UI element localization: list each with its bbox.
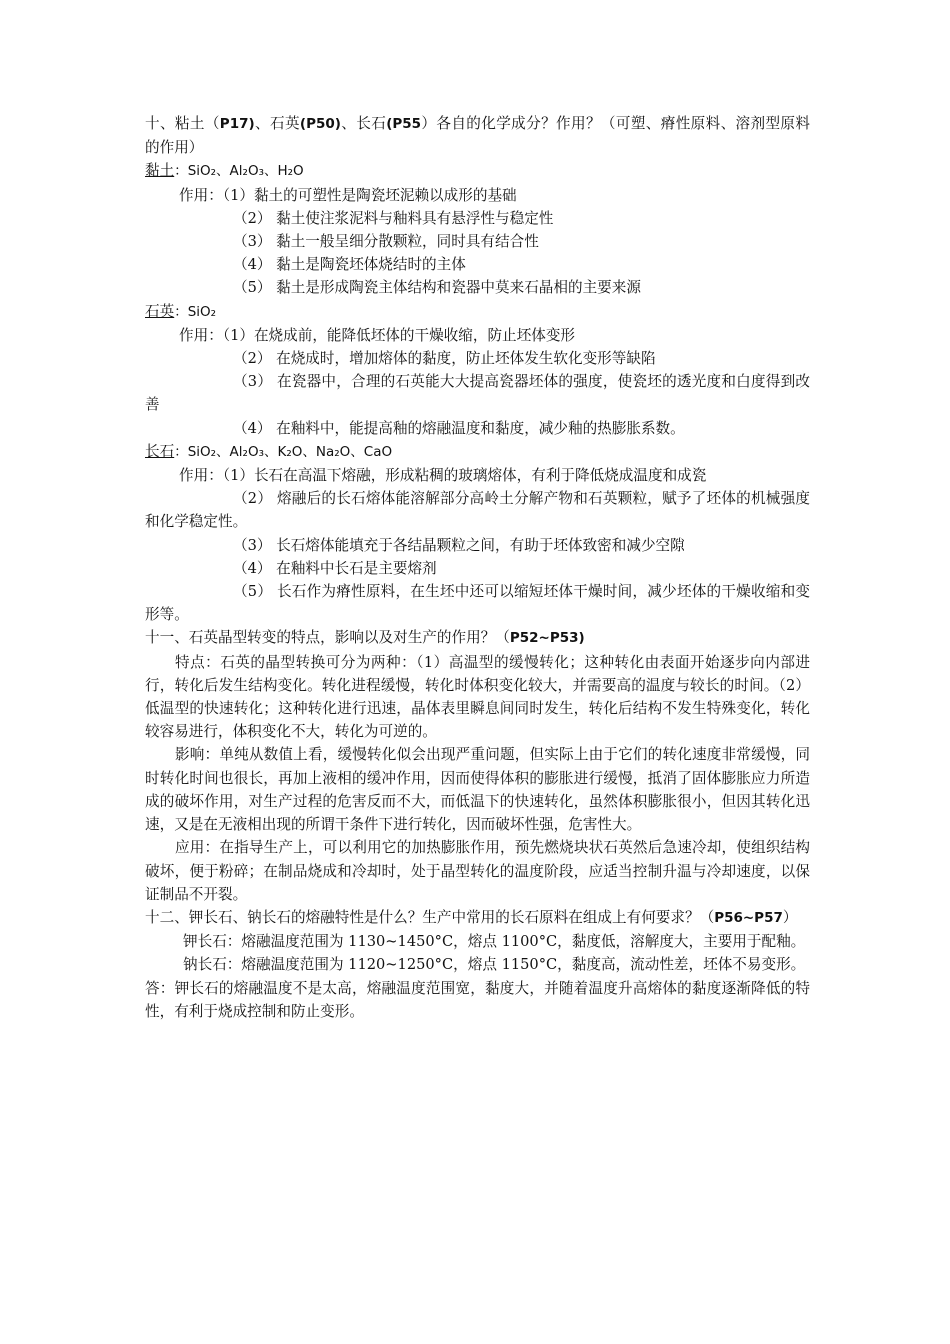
quartz-item: （3） 在瓷器中，合理的石英能大大提高瓷器坯体的强度，使瓷坯的透光度和白度得到改善 — [145, 373, 810, 414]
clay-heading — [145, 159, 810, 183]
q11-heading — [145, 626, 810, 650]
quartz-label: 石英 — [145, 302, 175, 320]
quartz-formula: ：SiO₂ — [174, 303, 217, 320]
feldspar-item: （2） 熔融后的长石熔体能溶解部分高岭土分解产物和石英颗粒，赋予了坯体的机械强度和化学稳定性。 — [145, 490, 810, 531]
q12-page-ref: P56~P57 — [714, 909, 783, 926]
quartz-item: 作用：（1）在烧成前，能降低坯体的干燥收缩，防止坯体变形 — [179, 326, 576, 344]
q10-title-part: 、长石 — [340, 115, 387, 132]
q12-paren: ） — [782, 908, 798, 926]
clay-item: （2） 黏土使注浆泥料与釉料具有悬浮性与稳定性 — [233, 209, 554, 227]
quartz-item: （4） 在釉料中，能提高釉的熔融温度和黏度，减少釉的热膨胀系数。 — [233, 419, 685, 437]
q10-page-ref: (P55 — [386, 116, 422, 132]
q10-page-ref: (P50) — [299, 116, 341, 132]
q11-application-paragraph: 应用：在指导生产上，可以利用它的加热膨胀作用，预先燃烧块状石英然后急速冷却，使组织结构破坏，便于粉碎；在制品烧成和冷却时，处于晶型转化的温度阶段，应适当控制升温与冷却速度，以保证制品不开裂。 — [145, 839, 810, 903]
quartz-item: （2） 在烧成时，增加熔体的黏度，防止坯体发生软化变形等缺陷 — [233, 350, 656, 368]
feldspar-heading — [145, 440, 810, 464]
feldspar-item: 作用：（1）长石在高温下熔融，形成粘稠的玻璃熔体，有利于降低烧成温度和成瓷 — [179, 467, 707, 485]
clay-item: （5） 黏土是形成陶瓷主体结构和瓷器中莫来石晶相的主要来源 — [233, 279, 641, 297]
feldspar-item: （4） 在釉料中长石是主要熔剂 — [233, 559, 437, 577]
q10-title-part: 十、粘土（ — [145, 115, 220, 132]
document-body — [145, 112, 810, 1023]
q12-paren: （ — [699, 908, 715, 926]
q11-feature-paragraph: 特点：石英的晶型转换可分为两种：（1）高温型的缓慢转化；这种转化由表面开始逐步向内部进行，转化后发生结构变化。转化进程缓慢，转化时体积变化较大，并需要高的温度与较长的时间。（2）低温型的快速转化；这种转化进行迅速，晶体表里瞬息间同时发生，转化后结构不发生特殊变化，转化较容易进行，体积变化不大，转化为可逆的。 — [145, 653, 810, 741]
q12-title: 十二、钾长石、钠长石的熔融特性是什么？生产中常用的长石原料在组成上有何要求？ — [145, 908, 700, 926]
q10-title-part: ）各自的化学成分？作用？（可塑、瘠性原料、溶剂型原料的作用） — [145, 115, 810, 157]
q11-effect-paragraph: 影响：单纯从数值上看，缓慢转化似会出现严重问题，但实际上由于它们的转化速度非常缓慢，同时转化时间也很长，再加上液相的缓冲作用，因而使得体积的膨胀进行缓慢，抵消了固体膨胀应力所造成的破坏作用，对生产过程的危害反而不大，而低温下的快速转化，虽然体积膨胀很小，但因其转化迅速，又是在无液相出现的所谓干条件下进行转化，因而破坏性强，危害性大。 — [145, 746, 810, 834]
q10-heading — [145, 112, 810, 159]
clay-label: 黏土 — [145, 162, 175, 180]
q10-title-part: 、石英 — [254, 115, 300, 132]
k-feldspar-paragraph: 钾长石：熔融温度范围为 1130~1450°C，熔点 1100°C，黏度低，溶解度大，主要用于配釉。 — [183, 933, 806, 951]
q11-title: 十一、石英晶型转变的特点，影响以及对生产的作用？（ — [145, 629, 510, 647]
q11-page-ref: P52~P53) — [509, 630, 585, 647]
clay-item: 作用：（1）黏土的可塑性是陶瓷坯泥赖以成形的基础 — [179, 186, 517, 204]
feldspar-item: （3） 长石熔体能填充于各结晶颗粒之间，有助于坯体致密和减少空隙 — [233, 536, 685, 554]
feldspar-formula: ：SiO₂、Al₂O₃、K₂O、Na₂O、CaO — [174, 443, 393, 460]
clay-item: （3） 黏土一般呈细分散颗粒，同时具有结合性 — [233, 233, 539, 251]
feldspar-label: 长石 — [145, 442, 175, 460]
feldspar-item: （5） 长石作为瘠性原料，在生坯中还可以缩短坯体干燥时间，减少坯体的干燥收缩和变形等。 — [145, 583, 810, 624]
q12-heading — [145, 906, 810, 930]
na-feldspar-paragraph: 钠长石：熔融温度范围为 1120~1250°C，熔点 1150°C，黏度高，流动性差，坯体不易变形。 — [183, 956, 806, 974]
clay-item: （4） 黏土是陶瓷坯体烧结时的主体 — [233, 256, 466, 274]
q12-answer-paragraph: 答：钾长石的熔融温度不是太高，熔融温度范围宽，黏度大，并随着温度升高熔体的黏度逐渐降低的特性，有利于烧成控制和防止变形。 — [145, 979, 810, 1020]
quartz-heading — [145, 300, 810, 324]
clay-formula: ：SiO₂、Al₂O₃、H₂O — [174, 163, 304, 180]
q10-page-ref: P17) — [219, 116, 255, 132]
